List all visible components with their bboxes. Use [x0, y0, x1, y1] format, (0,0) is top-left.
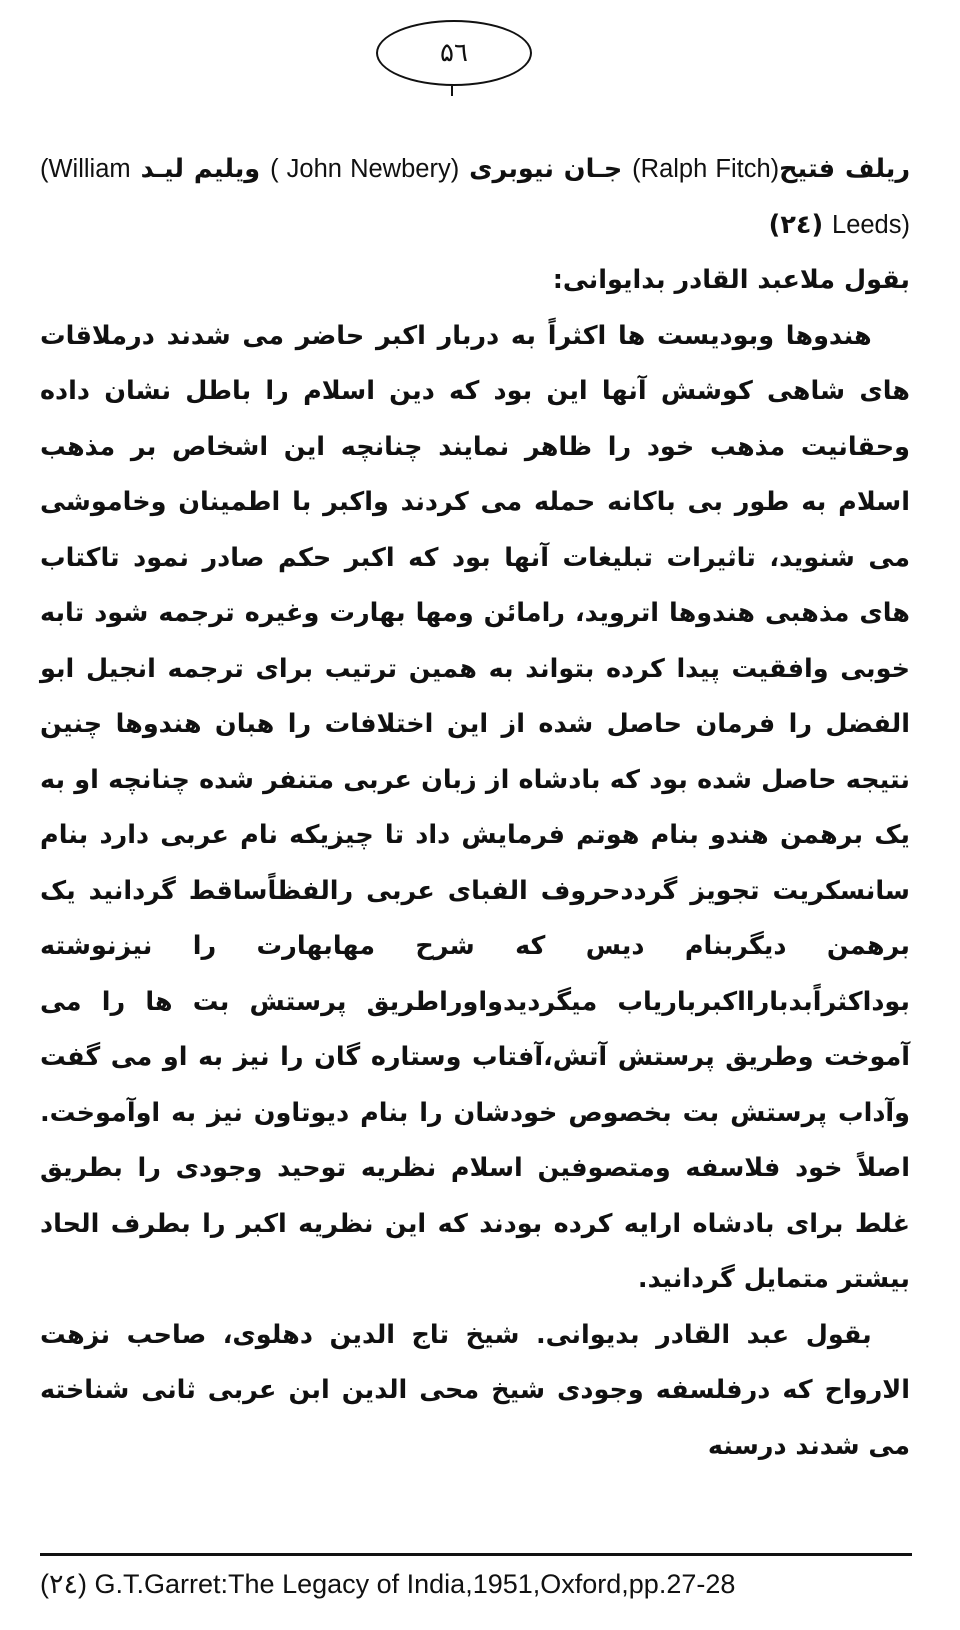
footnote — [40, 1564, 912, 1604]
footnote-marker: (٢٤) — [40, 1569, 88, 1599]
name-ralph-fitch-fa: ریلف فتیح — [779, 154, 910, 184]
paragraph-names — [40, 142, 910, 253]
name-william-leeds-en: (William Leeds) — [40, 155, 910, 239]
page-number — [376, 20, 532, 86]
name-ralph-fitch-en: (Ralph Fitch) — [632, 155, 780, 183]
name-william-leeds-fa: ویلیم لیـد — [130, 154, 271, 184]
footnote-divider — [40, 1553, 912, 1556]
paragraph-main: هندوها وبودیست ها اکثراً به دربار اکبر حاضر می شدند درملاقات های شاهی کوشش آنها این بود که دین اسلام را باطل نشان داده وحقانیت مذهب خود را ظاهر نمایند چنانچه این اشخاص بر مذهب اسلام به طور بی باکانه حمله می کردند واکبر با اطمینان وخاموشی می شنوید، تاثیرات تبلیغات آنها بود که اکبر حکم صادر نمود تاکتاب های مذهبی هندوها اتروید، رامائن ومها بهارت وغیره ترجمه شود تابه خوبی وافقیت پیدا کرده بتواند به همین ترتیب برای ترجمه انجیل ابو الفضل را فرمان حاصل شده از این اختلافات را هبان هندوها چنین نتیجه حاصل شده بود که بادشاه از زبان عربی متنفر شده چنانچه او به یک برهمن هندو بنام هوتم فرمایش داد تا چیزیکه نام عربی دارد بنام سانسکریت تجویز گرددحروف الفبای عربی رالفظاًساقط گردانید یک برهمن دیگربنام دیس که شرح مهابهارت را نیزنوشته بوداکثراًبدبارااکبرباریاب میگردیدواوراطریق پرستش بت ها را می آموخت وطریق پرستش آتش،آفتاب وستاره گان را نیز به او می گفت وآداب پرستش بت بخصوص خودشان را بنام دیوتاون نیز به اوآموخت. اصلاً خود فلاسفه ومتصوفین اسلام نظریه توحید وجودی را بطریق غلط برای بادشاه ارایه کرده بودند که این نظریه اکبر را بطرف الحاد بیشتر متمایل گردانید. — [40, 320, 910, 1294]
paragraph-quote-intro: بقول ملاعبد القادر بدایوانی: — [552, 265, 910, 295]
footnote-text: G.T.Garret:The Legacy of India,1951,Oxford,pp.27-28 — [87, 1569, 736, 1599]
decorative-tick — [451, 86, 453, 96]
paragraph-last: بقول عبد القادر بدیوانی. شیخ تاج الدین دهلوی، صاحب نزهت الارواح که درفلسفه وجودی شیخ محی الدین ابن عربی ثانی شناخته می شدند درسنه — [40, 1319, 910, 1461]
body-text — [40, 142, 910, 1474]
name-john-newbery-fa: جـان نیوبری — [459, 154, 633, 184]
name-john-newbery-en: ( John Newbery) — [270, 155, 460, 183]
page-number-text: ۵٦ — [440, 38, 468, 68]
footnote-reference: (٢٤) — [768, 209, 833, 240]
